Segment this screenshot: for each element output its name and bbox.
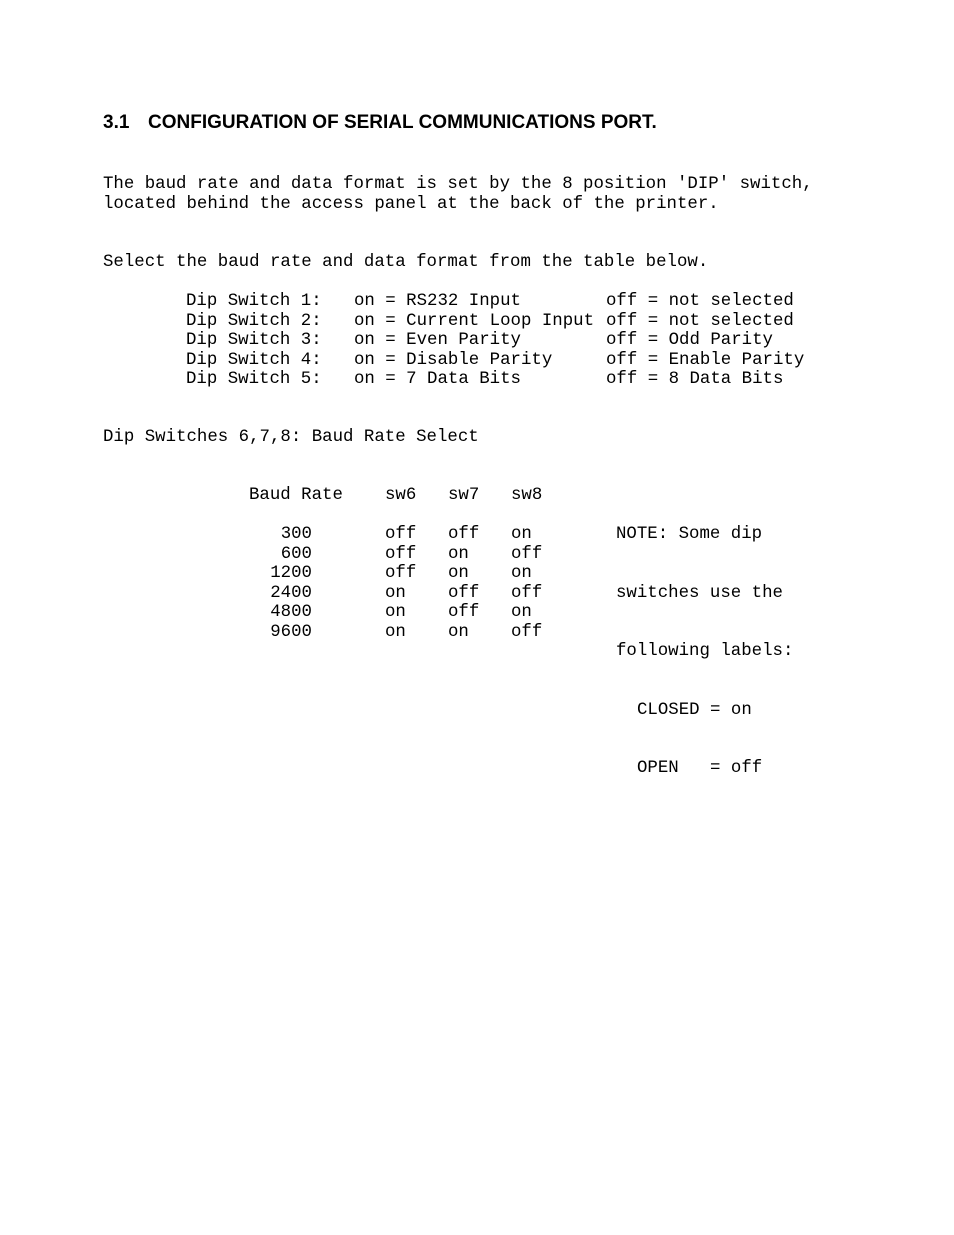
sw7-value: on bbox=[448, 622, 469, 642]
dip-switch-off: off = 8 Data Bits bbox=[606, 370, 784, 389]
sw7-value: off bbox=[448, 525, 480, 544]
sw8-value: on bbox=[511, 564, 532, 583]
dip-switch-off: off = not selected bbox=[606, 292, 794, 311]
note-line-3: following labels: bbox=[616, 642, 794, 661]
table-header-row bbox=[249, 486, 543, 506]
baud-rate-value: 4800 bbox=[270, 603, 312, 622]
section-title: CONFIGURATION OF SERIAL COMMUNICATIONS PORT. bbox=[148, 112, 657, 133]
intro-paragraph bbox=[103, 175, 813, 214]
baud-rate-value: 2400 bbox=[270, 583, 312, 603]
note-line-2: switches use the bbox=[616, 583, 783, 603]
sw8-value: on bbox=[511, 525, 532, 544]
dip-switch-label: Dip Switch 3: bbox=[186, 331, 322, 350]
dip-switch-on: on = Current Loop Input bbox=[354, 311, 595, 331]
table-spacer bbox=[249, 506, 291, 526]
sw7-value: off bbox=[448, 603, 480, 622]
dip-switch-label: Dip Switch 5: bbox=[186, 370, 322, 389]
sw7-value: on bbox=[448, 564, 469, 583]
table-row bbox=[249, 603, 532, 623]
note-line-closed: CLOSED = on bbox=[637, 700, 752, 720]
header-sw7: sw7 bbox=[448, 486, 480, 505]
intro-line-2: located behind the access panel at the back of the printer. bbox=[103, 194, 719, 214]
sw7-value: off bbox=[448, 583, 480, 603]
table-row bbox=[249, 544, 543, 565]
sw6-value: on bbox=[385, 622, 406, 642]
header-baud-rate: Baud Rate bbox=[249, 486, 343, 505]
table-row bbox=[249, 525, 532, 545]
select-instruction: Select the baud rate and data format from the table below. bbox=[103, 253, 709, 272]
intro-line-1: The baud rate and data format is set by the 8 position 'DIP' switch, bbox=[103, 175, 813, 194]
sw8-value: on bbox=[511, 603, 532, 622]
baud-rate-value: 600 bbox=[280, 544, 312, 564]
dip-switch-off: off = Odd Parity bbox=[606, 331, 773, 350]
sw8-value: off bbox=[511, 622, 543, 642]
header-sw6: sw6 bbox=[385, 486, 417, 505]
baud-rate-value: 9600 bbox=[270, 622, 312, 642]
table-row bbox=[249, 564, 532, 584]
header-sw8: sw8 bbox=[511, 486, 543, 505]
note-line-open: OPEN = off bbox=[637, 759, 763, 778]
dip-switch-label: Dip Switch 2: bbox=[186, 311, 322, 331]
baud-rate-value: 300 bbox=[280, 525, 312, 544]
section-heading bbox=[103, 111, 657, 135]
section-number: 3.1 bbox=[103, 112, 130, 133]
sw6-value: on bbox=[385, 583, 406, 603]
dip-switch-label: Dip Switch 4: bbox=[186, 350, 322, 370]
dip-switch-label: Dip Switch 1: bbox=[186, 292, 322, 311]
dip-switch-off: off = Enable Parity bbox=[606, 350, 805, 370]
baud-rate-title: Dip Switches 6,7,8: Baud Rate Select bbox=[103, 428, 479, 447]
sw6-value: on bbox=[385, 603, 406, 622]
dip-switch-row bbox=[186, 311, 794, 332]
sw6-value: off bbox=[385, 544, 417, 564]
sw8-value: off bbox=[511, 583, 543, 603]
dip-switch-list bbox=[186, 292, 805, 390]
note-line-1: NOTE: Some dip bbox=[616, 525, 763, 544]
sw8-value: off bbox=[511, 544, 543, 564]
dip-switch-on: on = RS232 Input bbox=[354, 292, 521, 311]
table-row bbox=[249, 622, 543, 643]
dip-switch-row bbox=[186, 370, 784, 390]
dip-switch-row bbox=[186, 292, 794, 312]
switch-label-note bbox=[616, 486, 793, 798]
dip-switch-on: on = Disable Parity bbox=[354, 350, 553, 370]
dip-switch-row bbox=[186, 331, 773, 351]
baud-rate-table bbox=[249, 486, 543, 642]
sw7-value: on bbox=[448, 544, 469, 564]
dip-switch-on: on = Even Parity bbox=[354, 331, 521, 350]
dip-switch-on: on = 7 Data Bits bbox=[354, 370, 521, 389]
sw6-value: off bbox=[385, 525, 417, 544]
baud-rate-value: 1200 bbox=[270, 564, 312, 583]
table-row bbox=[249, 583, 543, 604]
dip-switch-row bbox=[186, 350, 805, 371]
sw6-value: off bbox=[385, 564, 417, 583]
dip-switch-off: off = not selected bbox=[606, 311, 794, 331]
